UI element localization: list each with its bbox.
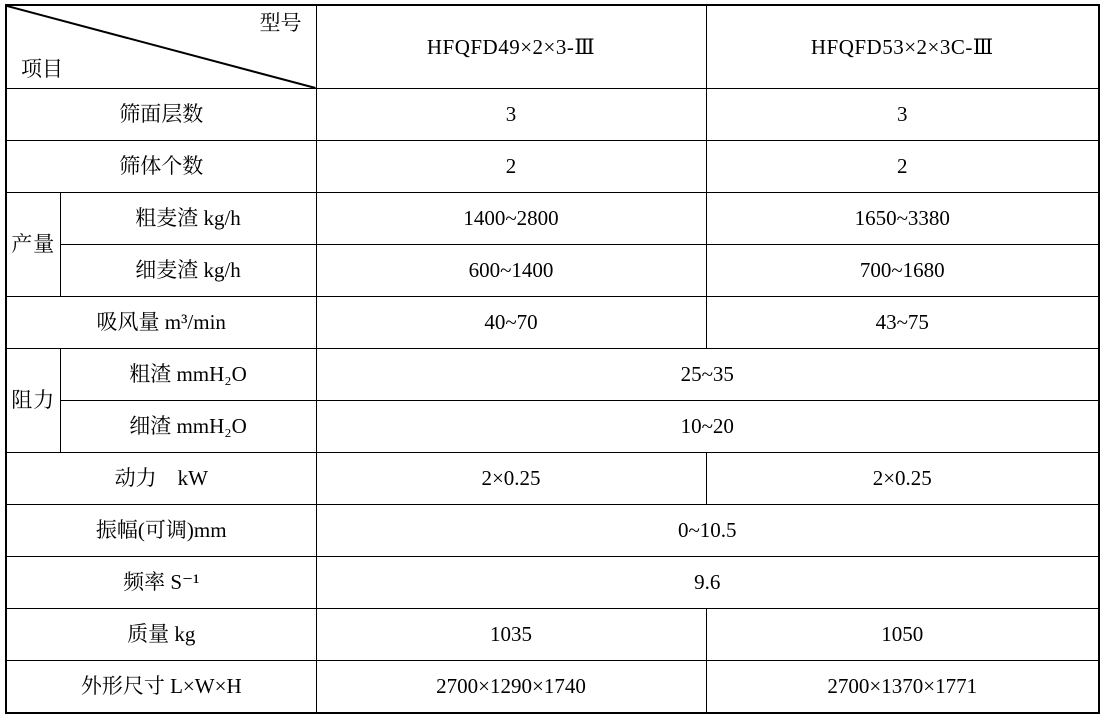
header-item-label: 项目 xyxy=(21,56,63,81)
table-row xyxy=(6,193,1099,245)
row-label: 振幅(可调)mm xyxy=(6,505,316,557)
row-value-a: 40~70 xyxy=(316,297,706,349)
row-value-a: 600~1400 xyxy=(316,245,706,297)
table-row xyxy=(6,505,1099,557)
specification-table xyxy=(5,4,1100,714)
table-row xyxy=(6,661,1099,713)
row-value-merged: 0~10.5 xyxy=(316,505,1099,557)
row-value-a: 2700×1290×1740 xyxy=(316,661,706,713)
row-value-merged: 9.6 xyxy=(316,557,1099,609)
row-label: 动力 kW xyxy=(6,453,316,505)
table-header-row xyxy=(6,5,1099,89)
row-label: 粗麦渣 kg/h xyxy=(60,193,316,245)
row-value-a: 1035 xyxy=(316,609,706,661)
row-label: 细麦渣 kg/h xyxy=(60,245,316,297)
row-value-b: 2 xyxy=(706,141,1099,193)
table-row xyxy=(6,401,1099,453)
row-value-b: 1050 xyxy=(706,609,1099,661)
row-label: 质量 kg xyxy=(6,609,316,661)
row-value-b: 3 xyxy=(706,89,1099,141)
row-value-a: 2×0.25 xyxy=(316,453,706,505)
row-value-b: 1650~3380 xyxy=(706,193,1099,245)
row-label: 粗渣 mmH₂O xyxy=(60,349,316,401)
row-value-merged: 10~20 xyxy=(316,401,1099,453)
row-value-b: 2700×1370×1771 xyxy=(706,661,1099,713)
group-label-output: 产量 xyxy=(6,193,60,297)
table-row xyxy=(6,89,1099,141)
table-row xyxy=(6,245,1099,297)
row-label: 筛体个数 xyxy=(6,141,316,193)
header-model-label: 型号 xyxy=(259,11,302,35)
row-value-b: 43~75 xyxy=(706,297,1099,349)
row-value-a: 3 xyxy=(316,89,706,141)
row-label: 筛面层数 xyxy=(6,89,316,141)
table-row xyxy=(6,349,1099,401)
table-row xyxy=(6,609,1099,661)
row-value-b: 700~1680 xyxy=(706,245,1099,297)
group-label-resistance: 阻力 xyxy=(6,349,60,453)
table-row xyxy=(6,141,1099,193)
header-corner-cell xyxy=(6,5,316,89)
row-label: 吸风量 m³/min xyxy=(6,297,316,349)
header-model-a: HFQFD49×2×3-Ⅲ xyxy=(316,5,706,89)
row-value-a: 1400~2800 xyxy=(316,193,706,245)
row-label: 外形尺寸 L×W×H xyxy=(6,661,316,713)
row-label: 频率 S⁻¹ xyxy=(6,557,316,609)
table-row xyxy=(6,557,1099,609)
row-value-a: 2 xyxy=(316,141,706,193)
table-row xyxy=(6,453,1099,505)
row-label: 细渣 mmH₂O xyxy=(60,401,316,453)
row-value-merged: 25~35 xyxy=(316,349,1099,401)
header-model-b: HFQFD53×2×3C-Ⅲ xyxy=(706,5,1099,89)
row-value-b: 2×0.25 xyxy=(706,453,1099,505)
table-row xyxy=(6,297,1099,349)
